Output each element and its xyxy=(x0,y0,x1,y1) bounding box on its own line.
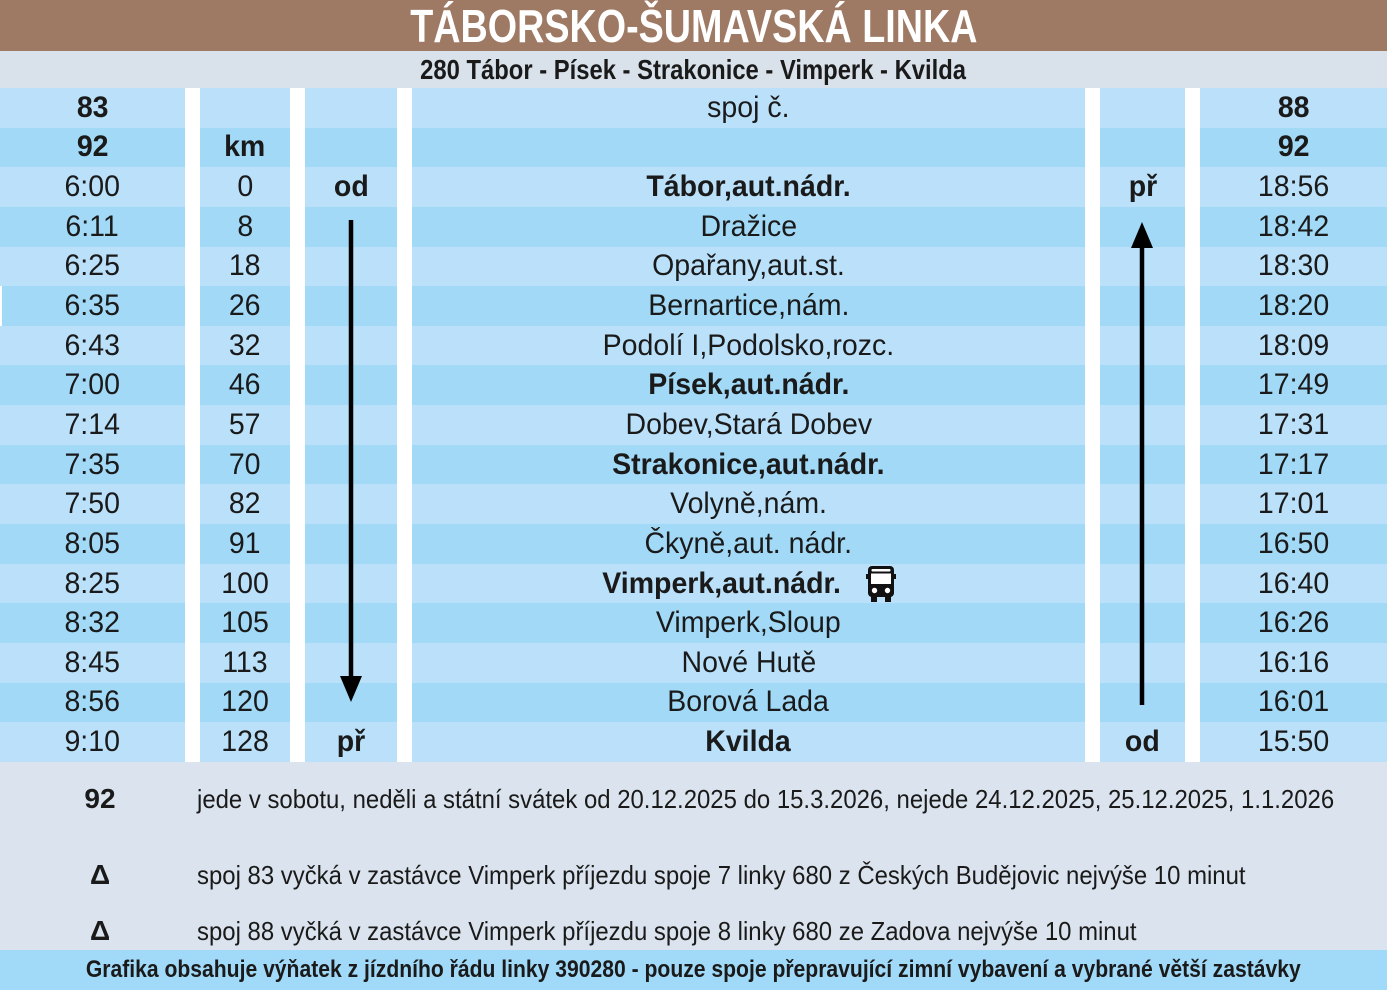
column-separator xyxy=(1185,564,1200,604)
time-return: 18:09 xyxy=(1257,328,1330,362)
time-return: 16:50 xyxy=(1257,526,1330,560)
column-separator xyxy=(1085,286,1100,326)
page-title: TÁBORSKO-ŠUMAVSKÁ LINKA xyxy=(409,0,978,52)
time-outbound: 7:50 xyxy=(64,487,121,521)
column-separator xyxy=(290,405,305,445)
column-separator xyxy=(290,128,305,168)
column-separator xyxy=(290,247,305,287)
column-separator xyxy=(290,365,305,405)
column-separator xyxy=(397,326,412,366)
column-separator xyxy=(1185,603,1200,643)
km-value: km xyxy=(224,130,266,164)
time-return: 17:01 xyxy=(1257,487,1330,521)
km-value: 91 xyxy=(229,526,261,560)
title-bar xyxy=(0,0,1387,51)
note-row xyxy=(0,854,1387,896)
station-name: Dražice xyxy=(700,209,797,243)
column-separator xyxy=(397,683,412,723)
time-return: 18:56 xyxy=(1257,170,1330,204)
column-separator xyxy=(290,167,305,207)
footer-bar xyxy=(0,950,1387,990)
km-value: 57 xyxy=(229,407,261,441)
column-separator xyxy=(1085,524,1100,564)
outbound-direction-arrow-down-icon xyxy=(305,88,397,762)
column-separator xyxy=(185,88,200,128)
column-separator xyxy=(1085,365,1100,405)
time-return: 16:26 xyxy=(1257,606,1330,640)
time-outbound: 8:32 xyxy=(64,606,121,640)
column-separator xyxy=(185,405,200,445)
column-separator xyxy=(1085,484,1100,524)
note-text: jede v sobotu, neděli a státní svátek od 20.12.2025 do 15.3.2026, nejede 24.12.2025, 25.12.2025, 1.1.2026 xyxy=(197,783,1335,814)
time-outbound: 92 xyxy=(76,130,109,164)
column-separator xyxy=(1185,445,1200,485)
km-value: 128 xyxy=(221,725,269,759)
station-name: Tábor,aut.nádr. xyxy=(646,170,851,204)
column-separator xyxy=(290,722,305,762)
column-separator xyxy=(397,286,412,326)
notes-section xyxy=(0,762,1387,950)
station-name: Vimperk,aut.nádr. xyxy=(602,566,841,600)
km-value: 82 xyxy=(229,487,261,521)
column-separator xyxy=(1185,326,1200,366)
time-outbound: 9:10 xyxy=(64,725,121,759)
column-separator xyxy=(397,207,412,247)
column-separator xyxy=(397,722,412,762)
column-separator xyxy=(397,247,412,287)
time-return: 88 xyxy=(1277,90,1310,124)
note-text: spoj 83 vyčká v zastávce Vimperk příjezdu spoje 7 linky 680 z Českých Budějovic nejvýše 10 minut xyxy=(197,859,1246,890)
station-name: Písek,aut.nádr. xyxy=(647,368,850,402)
column-separator xyxy=(1185,405,1200,445)
km-value: 120 xyxy=(221,685,269,719)
note-row xyxy=(0,778,1387,820)
column-separator xyxy=(1085,722,1100,762)
station-name: Strakonice,aut.nádr. xyxy=(612,447,885,481)
time-return: 92 xyxy=(1277,130,1310,164)
time-outbound: 8:05 xyxy=(64,526,121,560)
column-separator xyxy=(397,365,412,405)
time-outbound: 83 xyxy=(76,90,109,124)
time-return: 16:01 xyxy=(1257,685,1330,719)
station-name: Kvilda xyxy=(705,725,792,759)
time-outbound: 7:00 xyxy=(64,368,121,402)
km-value: 46 xyxy=(229,368,261,402)
direction-marker-right: př xyxy=(1128,170,1157,204)
column-separator xyxy=(185,128,200,168)
column-separator xyxy=(1085,247,1100,287)
time-outbound: 6:35 xyxy=(64,289,121,323)
left-edge-artifact xyxy=(0,286,2,326)
column-separator xyxy=(1085,88,1100,128)
note-symbol: Δ xyxy=(89,859,111,890)
km-value: 8 xyxy=(237,209,253,243)
route-subtitle: 280 Tábor - Písek - Strakonice - Vimperk - Kvilda xyxy=(420,53,967,85)
column-separator xyxy=(1185,683,1200,723)
km-value: 100 xyxy=(221,566,269,600)
column-separator xyxy=(185,722,200,762)
column-separator xyxy=(1185,88,1200,128)
column-separator xyxy=(1185,643,1200,683)
column-separator xyxy=(1085,603,1100,643)
km-value: 0 xyxy=(237,170,253,204)
column-separator xyxy=(1185,247,1200,287)
column-separator xyxy=(290,445,305,485)
column-separator xyxy=(290,643,305,683)
column-separator xyxy=(185,365,200,405)
column-separator xyxy=(185,247,200,287)
column-separator xyxy=(290,564,305,604)
column-separator xyxy=(185,445,200,485)
time-outbound: 6:25 xyxy=(64,249,121,283)
time-return: 17:31 xyxy=(1257,407,1330,441)
column-separator xyxy=(1085,326,1100,366)
station-name: Podolí I,Podolsko,rozc. xyxy=(602,328,895,362)
time-return: 16:16 xyxy=(1257,645,1330,679)
column-separator xyxy=(397,445,412,485)
time-outbound: 8:25 xyxy=(64,566,121,600)
time-outbound: 8:56 xyxy=(64,685,121,719)
station-name: Volyně,nám. xyxy=(670,487,827,521)
column-separator xyxy=(397,128,412,168)
time-outbound: 7:35 xyxy=(64,447,121,481)
column-separator xyxy=(1185,286,1200,326)
column-separator xyxy=(290,286,305,326)
time-return: 18:20 xyxy=(1257,289,1330,323)
column-separator xyxy=(1185,484,1200,524)
column-separator xyxy=(290,683,305,723)
column-separator xyxy=(1185,128,1200,168)
km-value: 113 xyxy=(222,645,268,679)
bus-icon xyxy=(861,565,901,602)
time-return: 17:17 xyxy=(1257,447,1330,481)
station-name: Čkyně,aut. nádr. xyxy=(644,526,853,560)
direction-marker-left: př xyxy=(336,725,366,759)
footer-text: Grafika obsahuje výňatek z jízdního řádu linky 390280 - pouze spoje přepravující zimní vybavení a vybrané větší zastávky xyxy=(86,956,1301,983)
time-outbound: 8:45 xyxy=(64,645,121,679)
column-separator xyxy=(290,326,305,366)
column-separator xyxy=(185,207,200,247)
column-separator xyxy=(290,207,305,247)
time-outbound: 6:43 xyxy=(64,328,121,362)
station-name: Vimperk,Sloup xyxy=(656,606,841,640)
km-value: 32 xyxy=(229,328,261,362)
column-separator xyxy=(1185,722,1200,762)
station-name: Nové Hutě xyxy=(681,645,816,679)
column-separator xyxy=(397,405,412,445)
column-separator xyxy=(290,484,305,524)
column-separator xyxy=(185,683,200,723)
column-separator xyxy=(185,524,200,564)
column-separator xyxy=(397,564,412,604)
column-separator xyxy=(185,167,200,207)
station-name: Dobev,Stará Dobev xyxy=(625,407,872,441)
return-direction-arrow-up-icon xyxy=(1100,88,1185,762)
column-separator xyxy=(397,88,412,128)
direction-marker-left: od xyxy=(333,170,369,204)
note-symbol: 92 xyxy=(84,783,116,814)
column-separator xyxy=(1085,643,1100,683)
time-return: 18:42 xyxy=(1257,209,1330,243)
column-separator xyxy=(1085,564,1100,604)
column-separator xyxy=(1085,167,1100,207)
column-separator xyxy=(1185,167,1200,207)
column-separator xyxy=(397,603,412,643)
time-return: 16:40 xyxy=(1257,566,1330,600)
time-return: 17:49 xyxy=(1257,368,1330,402)
column-separator xyxy=(397,484,412,524)
column-separator xyxy=(1085,683,1100,723)
km-value: 18 xyxy=(229,249,261,283)
column-separator xyxy=(290,524,305,564)
km-value: 105 xyxy=(221,606,269,640)
time-outbound: 6:00 xyxy=(64,170,121,204)
station-name: Borová Lada xyxy=(667,685,830,719)
column-separator xyxy=(1185,365,1200,405)
column-separator xyxy=(1185,524,1200,564)
time-return: 15:50 xyxy=(1257,725,1330,759)
time-return: 18:30 xyxy=(1257,249,1330,283)
column-separator xyxy=(185,603,200,643)
note-symbol: Δ xyxy=(89,915,111,946)
column-separator xyxy=(290,88,305,128)
note-text: spoj 88 vyčká v zastávce Vimperk příjezdu spoje 8 linky 680 ze Zadova nejvýše 10 minut xyxy=(197,915,1137,946)
column-separator xyxy=(185,643,200,683)
column-separator xyxy=(1185,207,1200,247)
column-separator xyxy=(1085,405,1100,445)
column-separator xyxy=(1085,445,1100,485)
column-separator xyxy=(397,167,412,207)
km-value: 70 xyxy=(229,447,261,481)
route-subtitle-bar xyxy=(0,51,1387,88)
column-separator xyxy=(185,564,200,604)
timetable xyxy=(0,88,1387,762)
time-outbound: 6:11 xyxy=(65,209,120,243)
column-separator xyxy=(1085,128,1100,168)
station-name: spoj č. xyxy=(707,90,790,124)
time-outbound: 7:14 xyxy=(64,407,121,441)
direction-marker-right: od xyxy=(1125,725,1160,759)
station-name: Opařany,aut.st. xyxy=(652,249,845,283)
station-name: Bernartice,nám. xyxy=(647,289,850,323)
column-separator xyxy=(185,484,200,524)
column-separator xyxy=(397,643,412,683)
column-separator xyxy=(185,326,200,366)
note-row xyxy=(0,910,1387,952)
column-separator xyxy=(1085,207,1100,247)
column-separator xyxy=(397,524,412,564)
column-separator xyxy=(185,286,200,326)
km-value: 26 xyxy=(229,289,261,323)
column-separator xyxy=(290,603,305,643)
